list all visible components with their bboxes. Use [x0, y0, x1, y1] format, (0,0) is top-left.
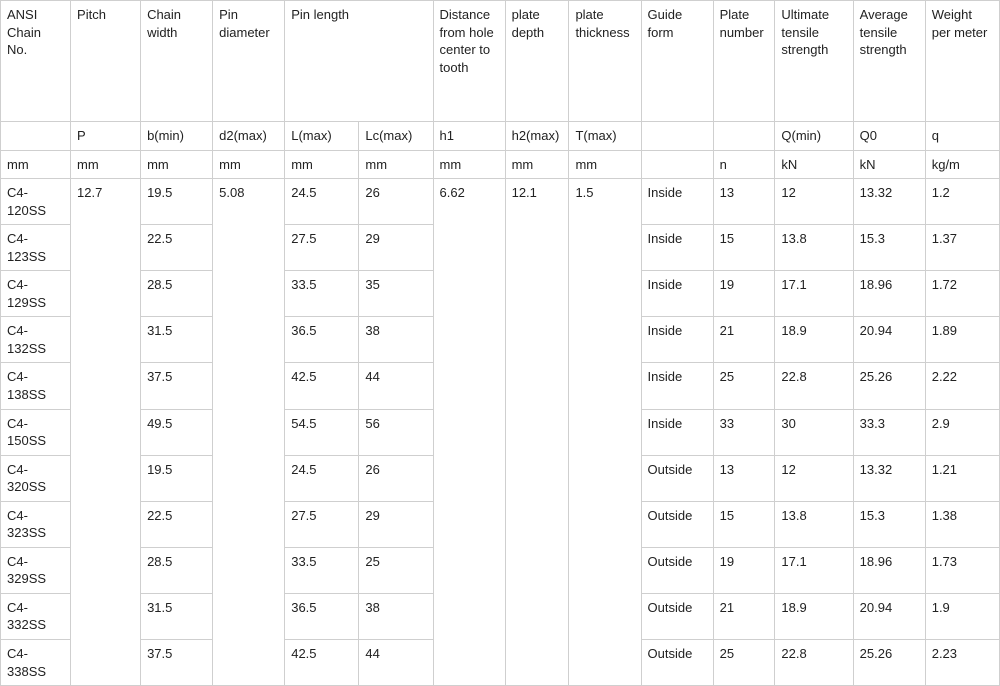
cell-weight: 1.72	[925, 271, 999, 317]
header-pitch: Pitch	[71, 1, 141, 122]
cell-t-merged: 1.5	[569, 179, 641, 686]
cell-q-min: 12	[775, 179, 853, 225]
cell-q-min: 17.1	[775, 271, 853, 317]
cell-guide-form: Inside	[641, 179, 713, 225]
cell-pin-length-l: 54.5	[285, 409, 359, 455]
cell-h2-merged: 12.1	[505, 179, 569, 686]
unit-guide-form	[641, 150, 713, 179]
symbol-chain-width: b(min)	[141, 122, 213, 151]
cell-pin-length-lc: 26	[359, 179, 433, 225]
cell-weight: 1.21	[925, 455, 999, 501]
cell-pin-diameter-merged: 5.08	[213, 179, 285, 686]
symbol-h1: h1	[433, 122, 505, 151]
unit-chain-width: mm	[141, 150, 213, 179]
cell-pin-length-lc: 29	[359, 501, 433, 547]
cell-q-min: 22.8	[775, 363, 853, 409]
header-ultimate-tensile-strength: Ultimate tensile strength	[775, 1, 853, 122]
cell-chain-no: C4-120SS	[1, 179, 71, 225]
cell-chain-no: C4-329SS	[1, 547, 71, 593]
symbol-pitch: P	[71, 122, 141, 151]
unit-q0: kN	[853, 150, 925, 179]
cell-chain-width: 19.5	[141, 179, 213, 225]
cell-weight: 2.22	[925, 363, 999, 409]
cell-pin-length-l: 42.5	[285, 363, 359, 409]
cell-plate-number: 19	[713, 547, 775, 593]
cell-pin-length-lc: 38	[359, 317, 433, 363]
cell-q0: 18.96	[853, 547, 925, 593]
cell-pitch-merged: 12.7	[71, 179, 141, 686]
unit-chain-no: mm	[1, 150, 71, 179]
cell-chain-no: C4-138SS	[1, 363, 71, 409]
header-plate-number: Plate number	[713, 1, 775, 122]
cell-guide-form: Inside	[641, 363, 713, 409]
unit-pin-length-l: mm	[285, 150, 359, 179]
cell-pin-length-l: 36.5	[285, 317, 359, 363]
cell-q-min: 18.9	[775, 593, 853, 639]
cell-pin-length-l: 42.5	[285, 640, 359, 686]
cell-q-min: 12	[775, 455, 853, 501]
cell-q-min: 22.8	[775, 640, 853, 686]
symbol-q-weight: q	[925, 122, 999, 151]
cell-q-min: 13.8	[775, 225, 853, 271]
symbol-chain-no	[1, 122, 71, 151]
cell-pin-length-l: 24.5	[285, 455, 359, 501]
cell-plate-number: 33	[713, 409, 775, 455]
cell-plate-number: 15	[713, 501, 775, 547]
cell-guide-form: Inside	[641, 317, 713, 363]
header-chain-no: ANSI Chain No.	[1, 1, 71, 122]
cell-chain-width: 22.5	[141, 501, 213, 547]
cell-chain-width: 31.5	[141, 317, 213, 363]
table-row	[1, 179, 1000, 225]
cell-pin-length-lc: 26	[359, 455, 433, 501]
cell-chain-no: C4-132SS	[1, 317, 71, 363]
symbol-guide-form	[641, 122, 713, 151]
unit-weight: kg/m	[925, 150, 999, 179]
header-guide-form: Guide form	[641, 1, 713, 122]
cell-q0: 25.26	[853, 363, 925, 409]
cell-pin-length-lc: 44	[359, 363, 433, 409]
unit-pin-diameter: mm	[213, 150, 285, 179]
cell-plate-number: 15	[713, 225, 775, 271]
cell-chain-width: 49.5	[141, 409, 213, 455]
header-chain-width: Chain width	[141, 1, 213, 122]
cell-pin-length-l: 27.5	[285, 501, 359, 547]
unit-h2: mm	[505, 150, 569, 179]
header-symbol-row	[1, 122, 1000, 151]
cell-plate-number: 13	[713, 179, 775, 225]
unit-pin-length-lc: mm	[359, 150, 433, 179]
cell-weight: 1.2	[925, 179, 999, 225]
cell-pin-length-l: 36.5	[285, 593, 359, 639]
cell-chain-no: C4-129SS	[1, 271, 71, 317]
cell-q0: 13.32	[853, 455, 925, 501]
cell-plate-number: 25	[713, 363, 775, 409]
header-plate-thickness: plate thickness	[569, 1, 641, 122]
header-weight-per-meter: Weight per meter	[925, 1, 999, 122]
cell-weight: 1.9	[925, 593, 999, 639]
cell-pin-length-l: 24.5	[285, 179, 359, 225]
cell-weight: 1.89	[925, 317, 999, 363]
unit-q-min: kN	[775, 150, 853, 179]
symbol-pin-length-lc: Lc(max)	[359, 122, 433, 151]
cell-chain-width: 37.5	[141, 640, 213, 686]
cell-q0: 33.3	[853, 409, 925, 455]
cell-pin-length-lc: 25	[359, 547, 433, 593]
header-pin-diameter: Pin diameter	[213, 1, 285, 122]
cell-plate-number: 19	[713, 271, 775, 317]
cell-q0: 25.26	[853, 640, 925, 686]
cell-chain-no: C4-150SS	[1, 409, 71, 455]
cell-chain-width: 28.5	[141, 547, 213, 593]
cell-chain-width: 37.5	[141, 363, 213, 409]
unit-t: mm	[569, 150, 641, 179]
unit-plate-number: n	[713, 150, 775, 179]
cell-guide-form: Outside	[641, 547, 713, 593]
cell-q0: 20.94	[853, 317, 925, 363]
cell-pin-length-l: 33.5	[285, 271, 359, 317]
cell-guide-form: Outside	[641, 501, 713, 547]
cell-chain-no: C4-323SS	[1, 501, 71, 547]
cell-pin-length-lc: 35	[359, 271, 433, 317]
cell-guide-form: Inside	[641, 225, 713, 271]
cell-chain-width: 22.5	[141, 225, 213, 271]
header-pin-length: Pin length	[285, 1, 433, 122]
cell-plate-number: 21	[713, 317, 775, 363]
cell-chain-no: C4-320SS	[1, 455, 71, 501]
symbol-q-min: Q(min)	[775, 122, 853, 151]
cell-pin-length-lc: 56	[359, 409, 433, 455]
cell-weight: 2.23	[925, 640, 999, 686]
cell-chain-no: C4-332SS	[1, 593, 71, 639]
symbol-h2: h2(max)	[505, 122, 569, 151]
cell-guide-form: Outside	[641, 640, 713, 686]
unit-pitch: mm	[71, 150, 141, 179]
header-hole-center-distance: Distance from hole center to tooth	[433, 1, 505, 122]
symbol-t: T(max)	[569, 122, 641, 151]
cell-pin-length-lc: 38	[359, 593, 433, 639]
header-unit-row	[1, 150, 1000, 179]
cell-q0: 13.32	[853, 179, 925, 225]
cell-weight: 2.9	[925, 409, 999, 455]
cell-q0: 20.94	[853, 593, 925, 639]
cell-q0: 15.3	[853, 225, 925, 271]
cell-q-min: 13.8	[775, 501, 853, 547]
cell-plate-number: 21	[713, 593, 775, 639]
header-plate-depth: plate depth	[505, 1, 569, 122]
cell-q0: 15.3	[853, 501, 925, 547]
cell-chain-no: C4-123SS	[1, 225, 71, 271]
cell-pin-length-lc: 29	[359, 225, 433, 271]
cell-h1-merged: 6.62	[433, 179, 505, 686]
unit-h1: mm	[433, 150, 505, 179]
symbol-q0: Q0	[853, 122, 925, 151]
cell-pin-length-l: 33.5	[285, 547, 359, 593]
cell-plate-number: 13	[713, 455, 775, 501]
cell-chain-width: 28.5	[141, 271, 213, 317]
cell-weight: 1.38	[925, 501, 999, 547]
cell-pin-length-l: 27.5	[285, 225, 359, 271]
cell-pin-length-lc: 44	[359, 640, 433, 686]
cell-q-min: 30	[775, 409, 853, 455]
cell-guide-form: Outside	[641, 455, 713, 501]
cell-q-min: 17.1	[775, 547, 853, 593]
cell-weight: 1.73	[925, 547, 999, 593]
cell-plate-number: 25	[713, 640, 775, 686]
symbol-pin-length-l: L(max)	[285, 122, 359, 151]
cell-weight: 1.37	[925, 225, 999, 271]
header-title-row	[1, 1, 1000, 122]
cell-chain-width: 31.5	[141, 593, 213, 639]
symbol-pin-diameter: d2(max)	[213, 122, 285, 151]
cell-q-min: 18.9	[775, 317, 853, 363]
cell-guide-form: Inside	[641, 409, 713, 455]
cell-guide-form: Outside	[641, 593, 713, 639]
cell-chain-width: 19.5	[141, 455, 213, 501]
header-average-tensile-strength: Average tensile strength	[853, 1, 925, 122]
cell-q0: 18.96	[853, 271, 925, 317]
cell-guide-form: Inside	[641, 271, 713, 317]
cell-chain-no: C4-338SS	[1, 640, 71, 686]
symbol-plate-number	[713, 122, 775, 151]
